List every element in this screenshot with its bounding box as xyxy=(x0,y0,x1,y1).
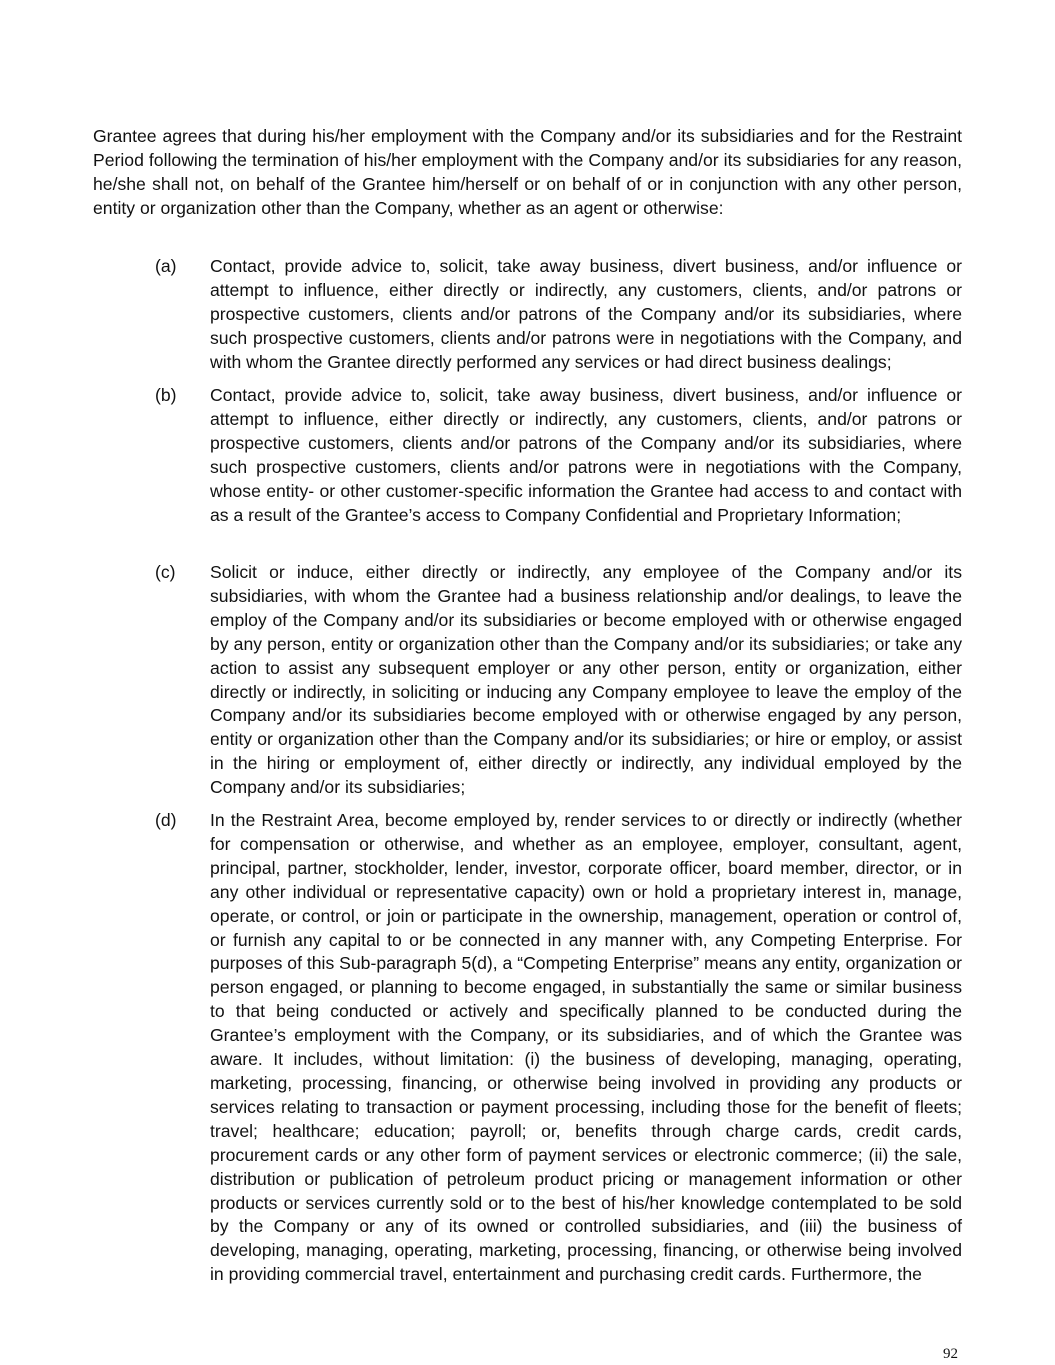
list-item-c xyxy=(93,561,962,800)
page-number: 92 xyxy=(943,1346,958,1362)
item-label-c: (c) xyxy=(155,562,176,582)
list-item-b xyxy=(93,384,962,527)
item-text-d: In the Restraint Area, become employed by, render services to or directly or indirectly (whether for compensation or otherwise, and whether as an employee, employer, consultant, agent, principal, partner, stockholder, lender, investor, corporate officer, board member, director, or in any other individual or representative capacity) own or hold a proprietary interest in, manage, operate, or control, or join or participate in the ownership, management, operation or control of, or furnish any capital to or be connected in any manner with, any Competing Enterprise. For purposes of this Sub-paragraph 5(d), a “Competing Enterprise” means any entity, organization or person engaged, or planning to become engaged, in substantially the same or similar business to that being conducted or actively and specifically planned to be conducted during the Grantee’s employment with the Company, or its subsidiaries, and of which the Grantee was aware. It includes, without limitation: (i) the business of developing, managing, operating, marketing, processing, financing, or otherwise being involved in providing any products or services relating to transaction or payment processing, including those for the benefit of fleets; travel; healthcare; education; payroll; or, benefits through charge cards, credit cards, procurement cards or any other form of payment services or electronic commerce; (ii) the sale, distribution or publication of petroleum product pricing or management information or other products or services currently sold or to the best of his/her knowledge contemplated to be sold by the Company or any of its owned or controlled subsidiaries, and (iii) the business of developing, managing, operating, marketing, processing, financing, or otherwise being involved in providing commercial travel, entertainment and purchasing credit cards. Furthermore, the xyxy=(210,810,962,1285)
list-item-a xyxy=(93,255,962,375)
item-label-a: (a) xyxy=(155,256,177,276)
item-text-a: Contact, provide advice to, solicit, take away business, divert business, and/or influence or attempt to influence, either directly or indirectly, any customers, clients, and/or patrons or prospective customers, clients and/or patrons of the Company and/or its subsidiaries, where such prospective customers, clients and/or patrons were in negotiations with the Company, and with whom the Grantee directly performed any services or had direct business dealings; xyxy=(210,256,962,372)
item-label-d: (d) xyxy=(155,810,177,830)
intro-paragraph: Grantee agrees that during his/her employment with the Company and/or its subsidiaries and for the Restraint Period following the termination of his/her employment with the Company and/or its subsidiaries for any reason, he/she shall not, on behalf of the Grantee him/herself or on behalf of or in conjunction with any other person, entity or organization other than the Company, whether as an agent or otherwise: xyxy=(93,126,962,218)
item-label-b: (b) xyxy=(155,385,177,405)
item-text-c: Solicit or induce, either directly or indirectly, any employee of the Company and/or its subsidiaries, with whom the Grantee had a business relationship and/or dealings, to leave the employ of the Company and/or its subsidiaries or become employed with or otherwise engaged by any person, entity or organization other than the Company and/or its subsidiaries; or take any action to assist any subsequent employer or any other person, entity or organization, either directly or indirectly, in soliciting or inducing any Company employee to leave the employ of the Company and/or its subsidiaries become employed with or otherwise engaged by any person, entity or organization other than the Company and/or its subsidiaries; or hire or employ, or assist in the hiring or employment of, either directly or indirectly, any individual employed by the Company and/or its subsidiaries; xyxy=(210,562,962,798)
list-item-d xyxy=(93,809,962,1287)
item-text-b: Contact, provide advice to, solicit, take away business, divert business, and/or influence or attempt to influence, either directly or indirectly, any customers, clients, and/or patrons or prospective customers, clients and/or patrons of the Company and/or its subsidiaries, where such prospective customers, clients and/or patrons were in negotiations with the Company, whose entity- or other customer-specific information the Grantee had access to and contact with as a result of the Grantee’s access to Company Confidential and Proprietary Information; xyxy=(210,385,962,525)
